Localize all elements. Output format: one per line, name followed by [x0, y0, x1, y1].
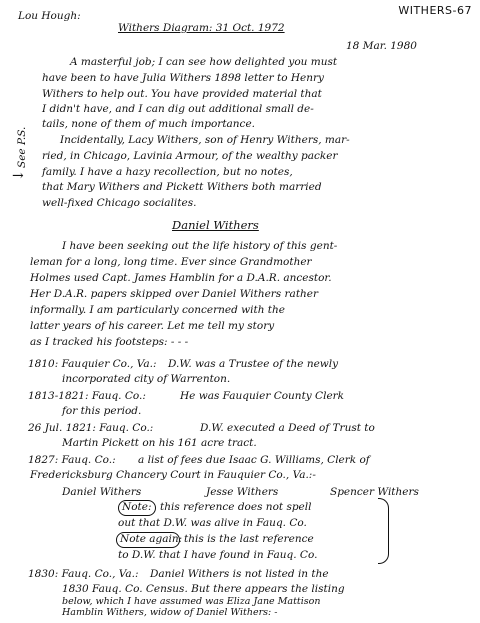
section-title: Daniel Withers: [172, 218, 259, 232]
body-line: informally. I am particularly concerned with the: [30, 304, 285, 316]
note-label: Note:: [122, 501, 152, 513]
entry-text: a list of fees due Isaac G. Williams, Clerk of: [138, 454, 370, 466]
entry-label: 1810: Fauquier Co., Va.:: [28, 358, 157, 370]
entry-continuation: Fredericksburg Chancery Court in Fauquier Co., Va.:-: [30, 469, 316, 481]
note-text: out that D.W. was alive in Fauq. Co.: [118, 517, 307, 529]
entry-label: 1813-1821: Fauq. Co.:: [28, 390, 146, 402]
entry-label: 26 Jul. 1821: Fauq. Co.:: [28, 422, 154, 434]
entry-continuation: for this period.: [62, 405, 142, 417]
intro-line: tails, none of them of much importance.: [42, 118, 255, 130]
intro-line: Incidentally, Lacy Withers, son of Henry Withers, mar-: [60, 134, 350, 146]
entry-label: 1827: Fauq. Co.:: [28, 454, 116, 466]
document-reference: WITHERS-67: [398, 4, 472, 17]
census-label: 1830: Fauq. Co., Va.:: [28, 568, 139, 580]
side-note: See P.S.: [16, 126, 28, 168]
arrow-icon: →: [12, 168, 24, 184]
body-line: I have been seeking out the life history of this gent-: [62, 240, 338, 252]
note-text: to D.W. that I have found in Fauq. Co.: [118, 549, 318, 561]
person-name: Jesse Withers: [206, 486, 279, 498]
greeting: Lou Hough:: [18, 10, 81, 22]
entry-text: D.W. was a Trustee of the newly: [168, 358, 339, 370]
body-line: as I tracked his footsteps: - - -: [30, 336, 189, 348]
entry-text: D.W. executed a Deed of Trust to: [200, 422, 375, 434]
intro-line: that Mary Withers and Pickett Withers both married: [42, 181, 322, 193]
body-line: leman for a long, long time. Ever since Grandmother: [30, 256, 312, 268]
intro-line: family. I have a hazy recollection, but no notes,: [42, 166, 293, 178]
census-line: below, which I have assumed was Eliza Jane Mattison: [62, 596, 321, 607]
person-name: Daniel Withers: [62, 486, 142, 498]
person-name: Spencer Withers: [330, 486, 419, 498]
entry-text: He was Fauquier County Clerk: [180, 390, 345, 402]
census-line: Daniel Withers is not listed in the: [150, 568, 329, 580]
body-line: latter years of his career. Let me tell my story: [30, 320, 275, 332]
letter-date: 18 Mar. 1980: [346, 40, 417, 52]
intro-line: have been to have Julia Withers 1898 letter to Henry: [42, 72, 324, 84]
note-text: this reference does not spell: [160, 501, 312, 513]
entry-continuation: Martin Pickett on his 161 acre tract.: [62, 437, 257, 449]
note-text: this is the last reference: [184, 533, 314, 545]
intro-line: Withers to help out. You have provided material that: [42, 88, 322, 100]
body-line: Holmes used Capt. James Hamblin for a D.A.R. ancestor.: [30, 272, 332, 284]
body-line: Her D.A.R. papers skipped over Daniel Withers rather: [30, 288, 319, 300]
note-label: Note again:: [120, 533, 183, 545]
intro-line: ried, in Chicago, Lavinia Armour, of the wealthy packer: [42, 150, 338, 162]
intro-line: well-fixed Chicago socialites.: [42, 197, 197, 209]
note-brace: [378, 498, 389, 564]
intro-line: I didn't have, and I can dig out additional small de-: [42, 103, 314, 115]
census-line: Hamblin Withers, widow of Daniel Withers: -: [62, 607, 278, 618]
census-line: 1830 Fauq. Co. Census. But there appears the listing: [62, 583, 345, 595]
entry-continuation: incorporated city of Warrenton.: [62, 373, 231, 385]
subject-line: Withers Diagram: 31 Oct. 1972: [118, 22, 285, 34]
intro-line: A masterful job; I can see how delighted you must: [70, 56, 338, 68]
